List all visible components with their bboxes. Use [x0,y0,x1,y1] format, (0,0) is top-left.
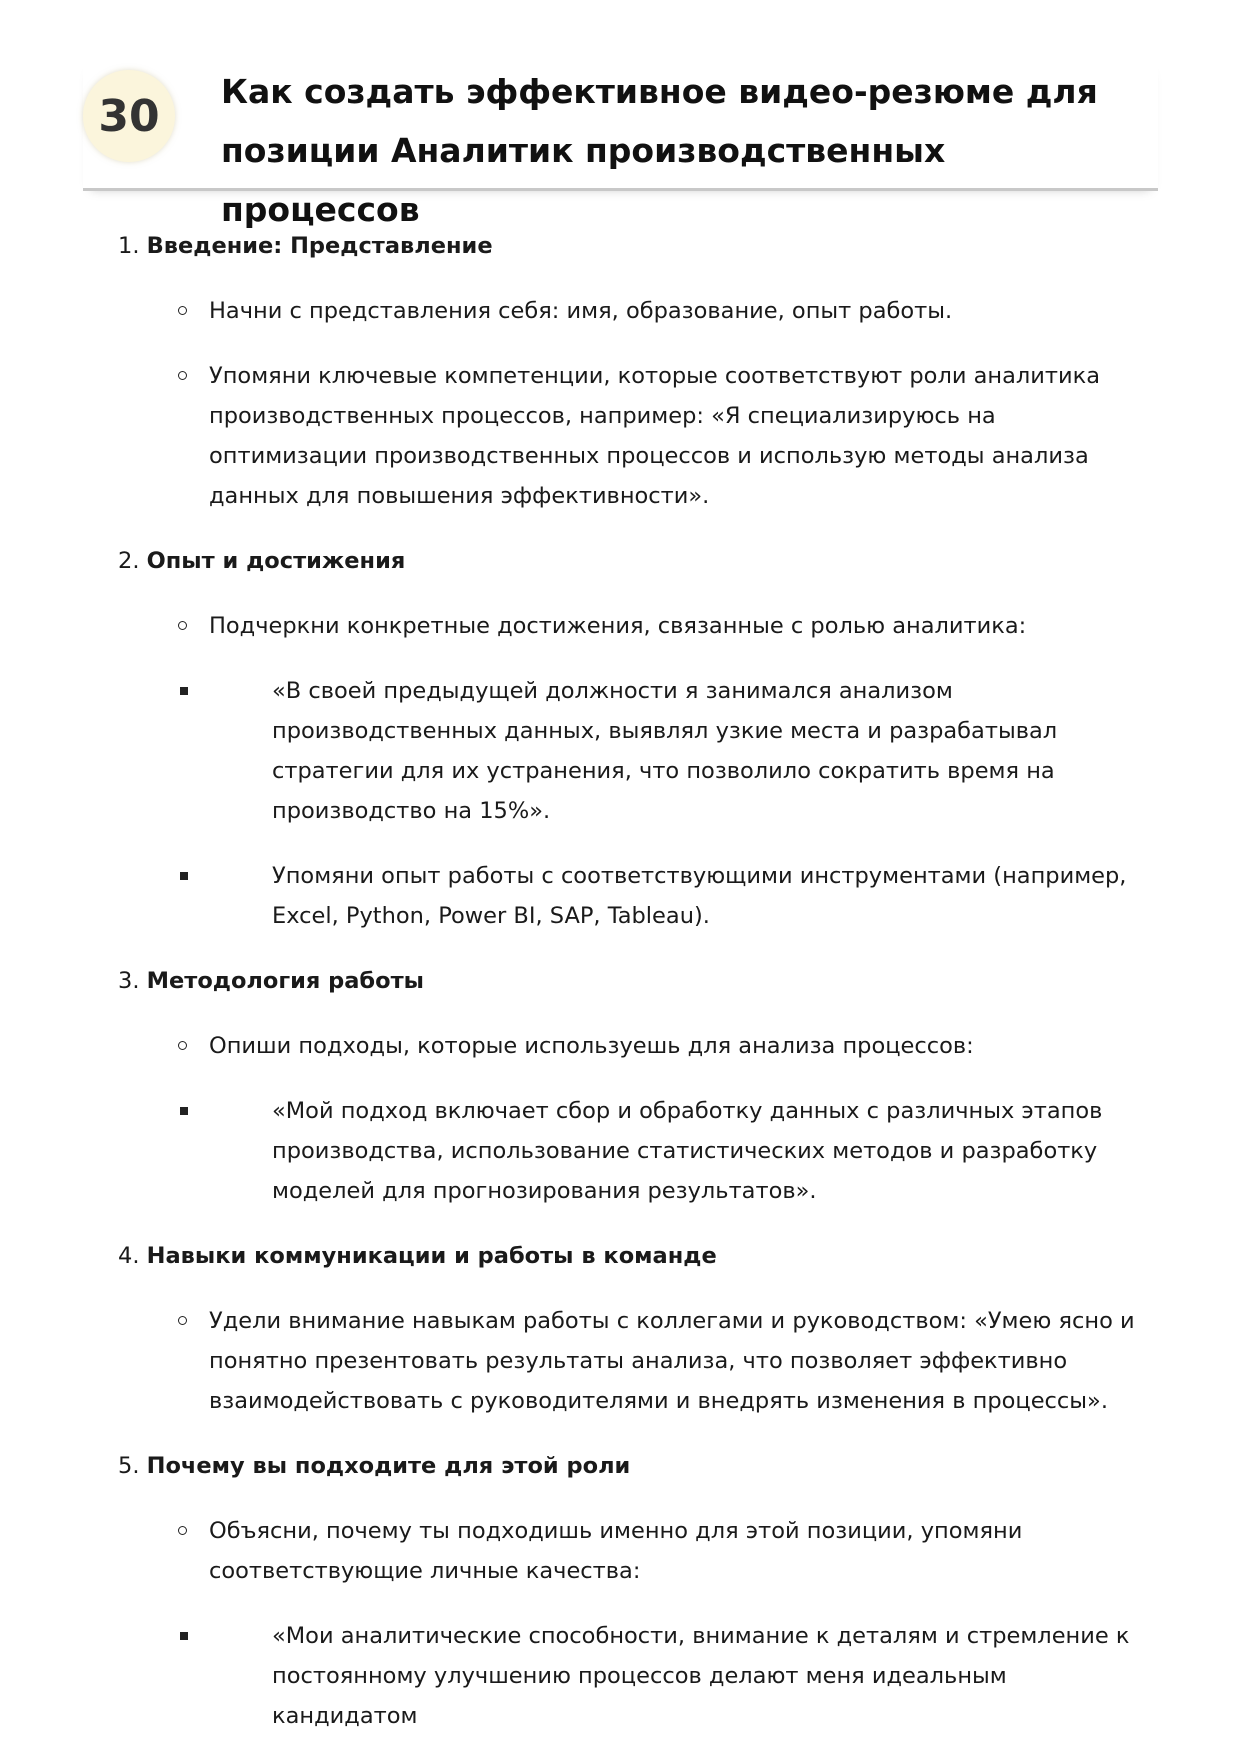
section-heading [118,541,1158,581]
nested-list-item [209,671,1158,831]
section-label: Опыт и достижения [146,548,406,574]
hollow-bullet-icon [178,1041,187,1050]
page-header [83,60,1158,229]
page-title [221,62,1151,239]
list-item [118,356,1158,516]
bullet-list [118,1301,1158,1421]
list-item-text: Объясни, почему ты подходишь именно для этой позиции, упомяни соответствующие личные качества: [209,1518,1023,1584]
nested-list-item [209,1616,1158,1736]
nested-list-item-text: «Мой подход включает сбор и обработку данных с различных этапов производства, использование статистических методов и разработку моделей для прогнозирования результатов». [272,1098,1103,1204]
nested-list-item [209,1091,1158,1211]
square-bullet-icon [180,1107,188,1115]
section-label: Методология работы [146,968,424,994]
bullet-list [118,1511,1158,1736]
section-heading [118,1236,1158,1276]
nested-bullet-list [118,1616,1158,1736]
list-item [118,1026,1158,1066]
section-heading [118,961,1158,1001]
nested-list-container [118,671,1158,936]
nested-list-item-text: «В своей предыдущей должности я занимался анализом производственных данных, выявлял узкие места и разрабатывал стратегии для их устранения, что позволило сократить время на производство на 15%». [272,678,1058,824]
section-3 [118,961,1158,1211]
document-body [118,226,1158,1736]
page-title-line-1: Как создать эффективное видео-резюме для [221,72,1098,111]
section-label: Навыки коммуникации и работы в команде [146,1243,717,1269]
section-number: 5. [118,1453,140,1479]
square-bullet-icon [180,1632,188,1640]
list-item-text: Опиши подходы, которые используешь для анализа процессов: [209,1033,974,1059]
nested-list-item [209,856,1158,936]
nested-bullet-list [118,1091,1158,1211]
section-number: 1. [118,233,140,259]
list-item [118,606,1158,646]
square-bullet-icon [180,687,188,695]
hollow-bullet-icon [178,371,187,380]
hollow-bullet-icon [178,1316,187,1325]
list-item-text: Упомяни ключевые компетенции, которые соответствуют роли аналитика производственных процессов, например: «Я специализируюсь на оптимизации производственных процессов и использую методы анализа данных для повышения эффективности». [209,363,1101,509]
list-item [118,291,1158,331]
list-item [118,1511,1158,1591]
list-item-text: Подчеркни конкретные достижения, связанные с ролью аналитика: [209,613,1027,639]
nested-list-item-text: «Мои аналитические способности, внимание к деталям и стремление к постоянному улучшению процессов делают меня идеальным кандидатом [272,1623,1130,1729]
page-number-badge: 30 [83,70,175,162]
section-number: 3. [118,968,140,994]
square-bullet-icon [180,872,188,880]
hollow-bullet-icon [178,306,187,315]
section-number: 2. [118,548,140,574]
list-item-text: Начни с представления себя: имя, образование, опыт работы. [209,298,953,324]
bullet-list [118,291,1158,516]
section-2 [118,541,1158,936]
page-title-line-2: позиции Аналитик производственных процессов [221,131,946,229]
bullet-list [118,606,1158,936]
section-heading [118,1446,1158,1486]
nested-list-container [118,1616,1158,1736]
section-1 [118,226,1158,516]
section-label: Почему вы подходите для этой роли [146,1453,631,1479]
section-heading [118,226,1158,266]
nested-list-item-text: Упомяни опыт работы с соответствующими инструментами (например, Excel, Python, Power BI, SAP, Tableau). [272,863,1127,929]
nested-list-container [118,1091,1158,1211]
section-4 [118,1236,1158,1421]
nested-bullet-list [118,671,1158,936]
list-item [118,1301,1158,1421]
section-5 [118,1446,1158,1736]
hollow-bullet-icon [178,1526,187,1535]
hollow-bullet-icon [178,621,187,630]
list-item-text: Удели внимание навыкам работы с коллегами и руководством: «Умею ясно и понятно презентовать результаты анализа, что позволяет эффективно взаимодействовать с руководителями и внедрять изменения в процессы». [209,1308,1135,1414]
bullet-list [118,1026,1158,1211]
section-number: 4. [118,1243,140,1269]
section-label: Введение: Представление [146,233,493,259]
